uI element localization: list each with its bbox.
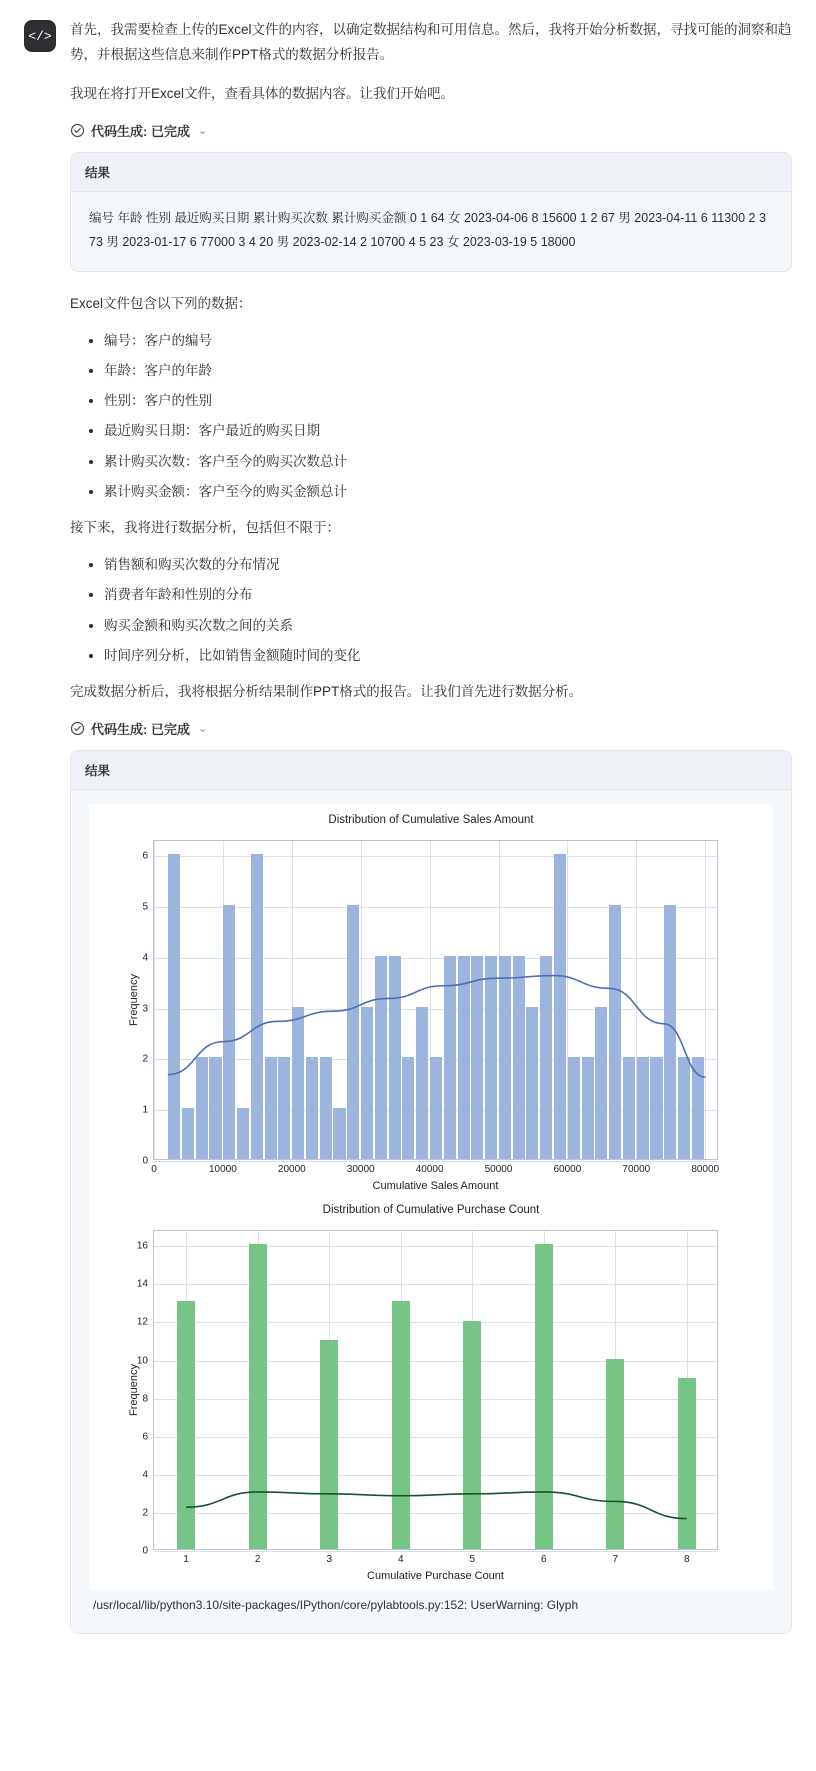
kde-curve — [154, 1231, 719, 1551]
list-item: • 累计购买次数：客户至今的购买次数总计 — [104, 452, 792, 472]
code-status-label-2: 代码生成: 已完成 — [91, 722, 190, 738]
x-axis-tick-label: 3 — [326, 1554, 332, 1566]
chart-sales-amount-histogram — [95, 808, 767, 1192]
code-generation-status-1[interactable] — [70, 121, 792, 140]
y-axis-tick-label: 0 — [142, 1545, 148, 1557]
gridline-horizontal — [154, 1161, 717, 1162]
y-axis-tick-label: 3 — [142, 1003, 148, 1015]
y-axis-tick-label: 5 — [142, 901, 148, 913]
charts-container — [89, 804, 773, 1590]
y-axis-tick-label: 14 — [136, 1278, 148, 1290]
chart-title: Distribution of Cumulative Sales Amount — [328, 814, 534, 827]
code-status-label-1: 代码生成: 已完成 — [91, 123, 190, 139]
y-axis-label: Frequency — [127, 1364, 140, 1417]
x-axis-tick-label: 2 — [254, 1554, 261, 1566]
list-item: • 销售额和购买次数的分布情况 — [104, 555, 792, 575]
y-axis-tick-label: 16 — [136, 1240, 148, 1252]
paragraph-analysis-intro: 接下来，我将进行数据分析，包括但不限于： — [70, 520, 340, 536]
list-item: • 性别：客户的性别 — [104, 391, 792, 411]
list-item: • 消费者年龄和性别的分布 — [104, 585, 792, 605]
list-item: • 编号：客户的编号 — [104, 331, 792, 351]
excel-output-text: 编号 年龄 性别 最近购买日期 累计购买次数 累计购买金额 0 1 64 女 2023-04-06 8 15600 1 2 67 男 2023-04-11 6 11300 2 3 73 男 2023-01-17 6 77000 3 4 20 男 2023-02-14 2 10700 4 5 23 女 2023-03-19 5 18000 — [89, 210, 766, 250]
x-axis-tick-label: 30000 — [346, 1164, 375, 1176]
result-body-2 — [71, 790, 791, 1633]
x-axis-tick-label: 6 — [540, 1554, 547, 1566]
x-axis-tick-label: 50000 — [484, 1164, 513, 1176]
plot-area — [127, 840, 720, 1176]
chart-purchase-count-histogram — [95, 1198, 767, 1582]
y-axis-tick-label: 2 — [142, 1507, 148, 1519]
code-generation-status-2[interactable] — [70, 719, 792, 738]
y-axis-label: Frequency — [127, 974, 140, 1027]
list-item: • 最近购买日期：客户最近的购买日期 — [104, 421, 792, 441]
list-item: • 时间序列分析，比如销售金额随时间的变化 — [104, 646, 792, 666]
y-axis-tick-label: 6 — [142, 1431, 148, 1443]
message-content — [70, 18, 792, 1654]
result-header-1: 结果 — [71, 153, 791, 192]
y-axis-tick-label: 4 — [142, 1469, 148, 1481]
kde-curve — [154, 841, 719, 1161]
columns-list — [70, 331, 792, 503]
x-axis-label: Cumulative Sales Amount — [372, 1180, 499, 1193]
paragraph-intro: 首先，我需要检查上传的Excel文件的内容，以确定数据结构和可用信息。然后，我将开始分析数据，寻找可能的洞察和趋势，并根据这些信息来制作PPT格式的数据分析报告。 — [70, 22, 792, 62]
y-axis-tick-label: 6 — [142, 850, 148, 862]
plot-area — [127, 1230, 718, 1566]
python-warning-text: /usr/local/lib/python3.10/site-packages/IPython/core/pylabtools.py:152: UserWarning: Glyph — [93, 1598, 579, 1613]
x-axis-tick-label: 60000 — [553, 1164, 582, 1176]
x-axis-tick-label: 4 — [397, 1554, 404, 1566]
result-card-2 — [70, 750, 792, 1634]
check-circle-icon — [70, 123, 85, 138]
x-axis-tick-label: 40000 — [415, 1164, 444, 1176]
x-axis-tick-label: 10000 — [208, 1164, 237, 1176]
x-axis-tick-label: 5 — [469, 1554, 476, 1566]
assistant-avatar-icon — [24, 20, 56, 52]
result-header-2: 结果 — [71, 751, 791, 790]
paragraph-columns-intro: Excel文件包含以下列的数据： — [70, 295, 252, 311]
gridline-horizontal — [154, 1551, 717, 1552]
y-axis-tick-label: 1 — [142, 1104, 148, 1116]
avatar-glyph: </> — [28, 28, 52, 44]
x-axis-tick-label: 8 — [684, 1554, 690, 1566]
check-circle-icon — [70, 721, 85, 736]
x-axis-tick-label: 1 — [183, 1554, 189, 1566]
analysis-list — [70, 555, 792, 666]
y-axis-tick-label: 0 — [142, 1155, 148, 1167]
y-axis-tick-label: 10 — [136, 1355, 148, 1367]
chevron-down-icon-2[interactable]: ⌄ — [197, 723, 208, 736]
x-axis-tick-label: 0 — [151, 1164, 157, 1176]
list-item: • 年龄：客户的年龄 — [104, 361, 792, 381]
chevron-down-icon-1[interactable]: ⌄ — [197, 124, 208, 137]
y-axis-tick-label: 4 — [142, 952, 148, 964]
x-axis-tick-label: 7 — [612, 1554, 619, 1566]
y-axis-tick-label: 8 — [142, 1393, 148, 1405]
list-item: • 购买金额和购买次数之间的关系 — [104, 616, 792, 636]
paragraph-open-file: 我现在将打开Excel文件，查看具体的数据内容。让我们开始吧。 — [70, 85, 455, 101]
y-axis-tick-label: 12 — [136, 1316, 148, 1328]
chart-title: Distribution of Cumulative Purchase Count — [322, 1204, 540, 1217]
x-axis-tick-label: 70000 — [622, 1164, 651, 1176]
list-item: • 累计购买金额：客户至今的购买金额总计 — [104, 482, 792, 502]
x-axis-tick-label: 80000 — [691, 1164, 720, 1176]
x-axis-tick-label: 20000 — [277, 1164, 306, 1176]
assistant-message — [24, 18, 792, 1654]
result-card-1 — [70, 152, 792, 272]
result-body-1 — [71, 192, 791, 271]
x-axis-label: Cumulative Purchase Count — [367, 1570, 504, 1583]
y-axis-tick-label: 2 — [142, 1053, 148, 1065]
paragraph-report-outro: 完成数据分析后，我将根据分析结果制作PPT格式的报告。让我们首先进行数据分析。 — [70, 684, 583, 700]
